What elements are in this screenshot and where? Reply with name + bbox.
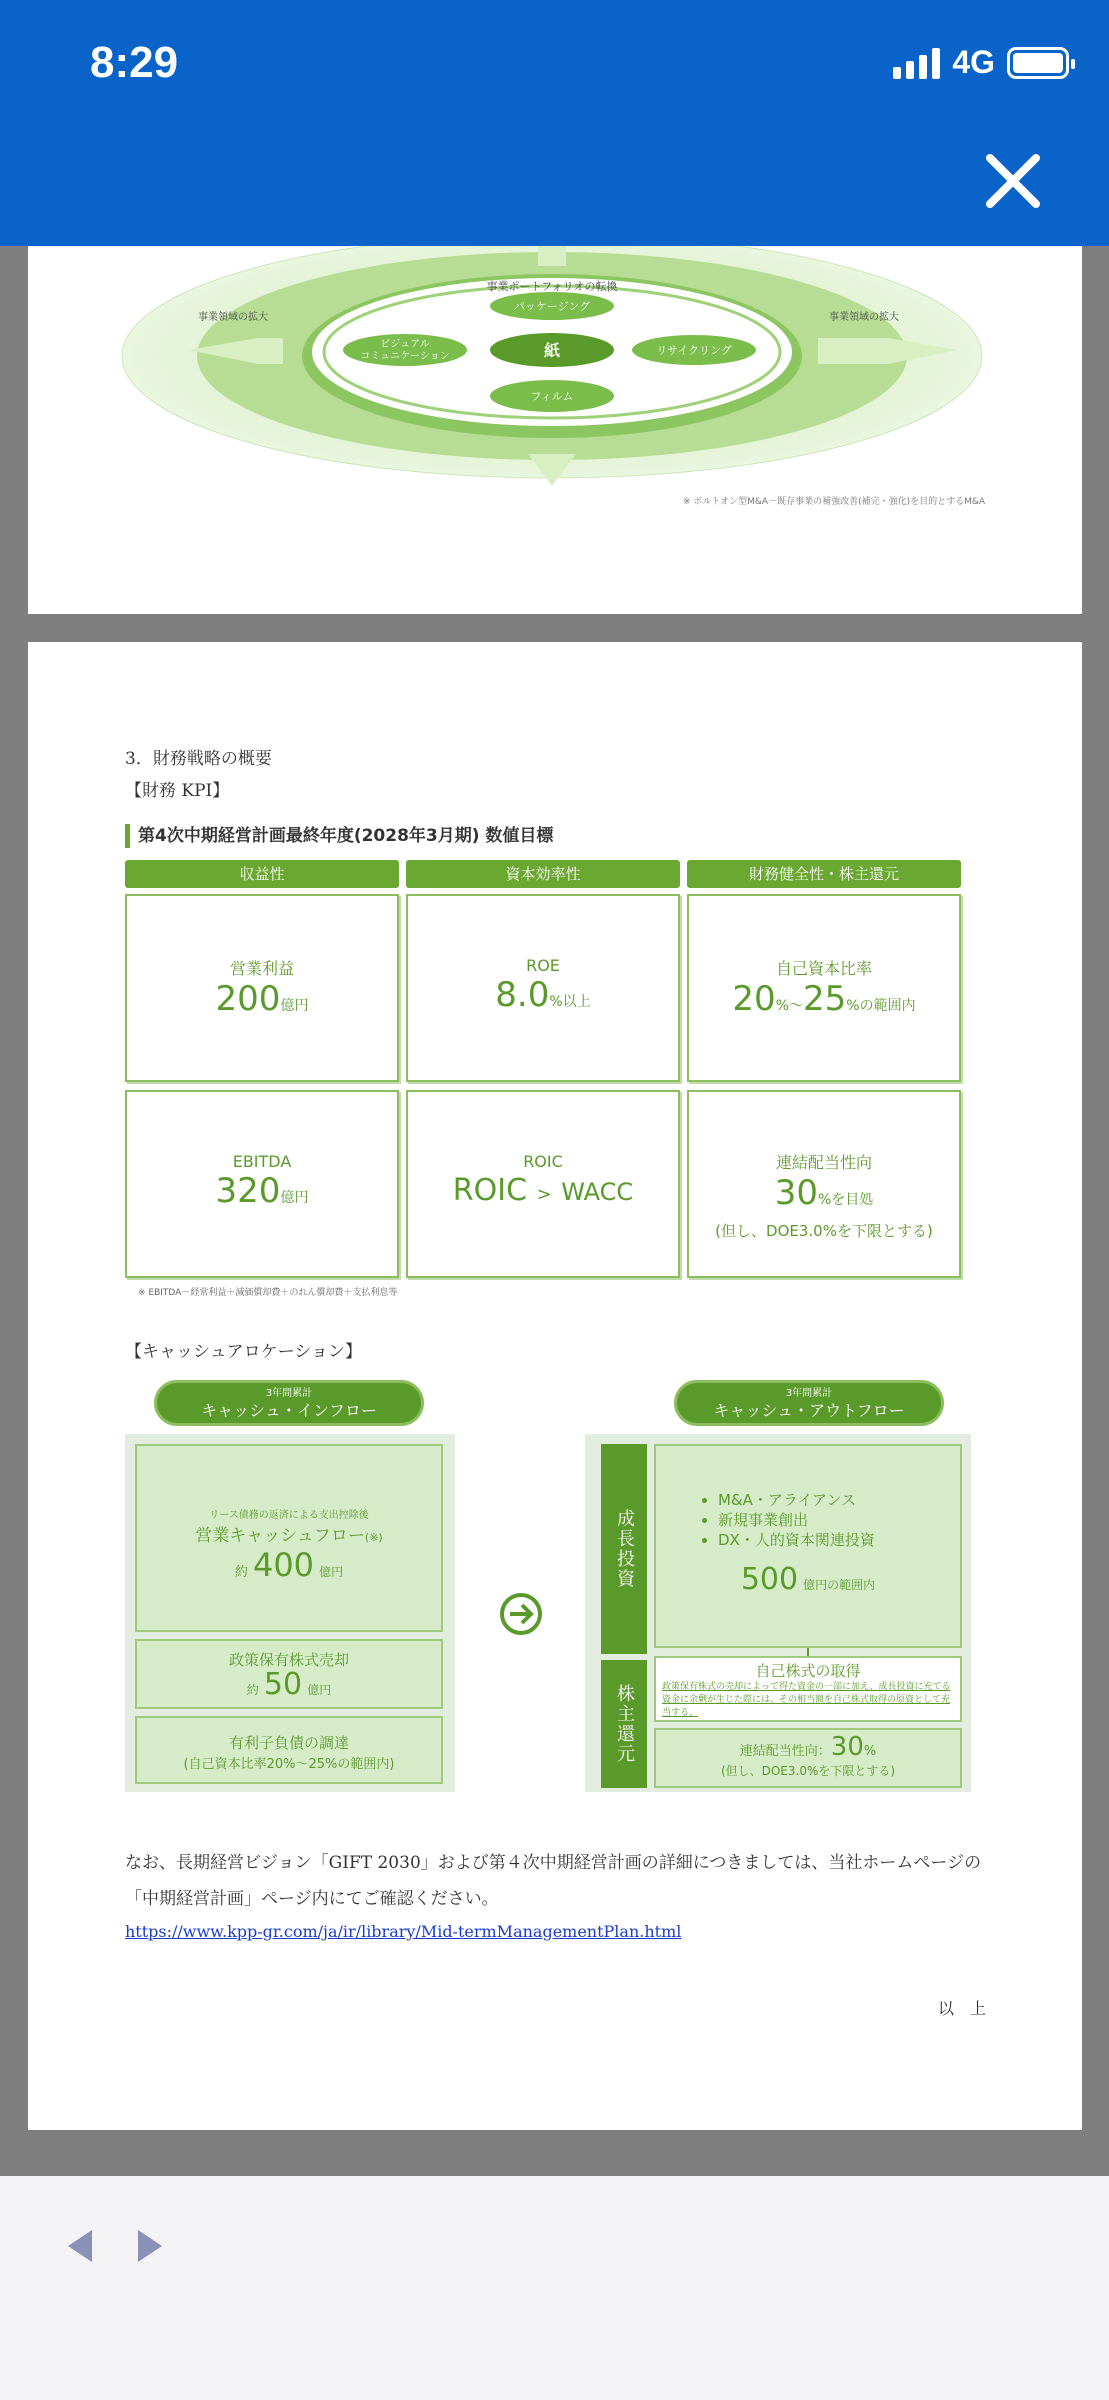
diagram-right-label: 事業領域の拡大	[829, 312, 899, 323]
kpi-value: 20	[732, 979, 776, 1019]
growth-item: • DX・人的資本関連投資	[718, 1530, 960, 1550]
forward-arrow-icon[interactable]	[128, 2226, 168, 2266]
kpi-header-financial-health: 財務健全性・株主還元	[687, 860, 961, 888]
kpi-footnote: ※ EBITDA－経常利益＋減価償却費＋のれん償却費＋支払利息等	[138, 1288, 398, 1298]
growth-value: 500	[740, 1562, 799, 1597]
inflow-pill-main: キャッシュ・インフロー	[201, 1401, 377, 1420]
close-icon[interactable]	[980, 148, 1046, 214]
payout-unit: %	[863, 1744, 877, 1759]
kpi-label-text: EBITDA	[232, 1152, 292, 1171]
kpi-unit: 億円	[280, 998, 309, 1014]
kpi-label-text: ROE	[526, 956, 560, 975]
inflow-mark: (※)	[364, 1531, 383, 1544]
arrow-circle-right-icon	[498, 1591, 544, 1637]
closing-paragraph: なお、長期経営ビジョン「GIFT 2030」および第４次中期経営計画の詳細につきましては、当社ホームページの「中期経営計画」ページ内にてご確認ください。	[125, 1853, 982, 1909]
outflow-pill-main: キャッシュ・アウトフロー	[713, 1401, 905, 1420]
inflow-debt	[135, 1716, 443, 1784]
diagram-center: 紙	[543, 341, 561, 360]
kpi-value: ROIC	[452, 1173, 528, 1208]
battery-icon	[1007, 47, 1069, 79]
inflow-policy-shares	[135, 1639, 443, 1709]
kpi-value: 200	[215, 979, 281, 1019]
diagram-top-item: パッケージング	[513, 300, 591, 313]
inflow-prefix: 約	[246, 1683, 259, 1697]
closing-mark: 以 上	[938, 1999, 987, 2018]
bottom-toolbar	[0, 2176, 1109, 2400]
inflow-unit: 億円	[319, 1565, 344, 1579]
document-page-2	[28, 642, 1082, 2130]
kpi-dividend-payout	[687, 1090, 961, 1278]
buyback-title: 自己株式の取得	[755, 1662, 861, 1680]
kpi-label-text: 自己資本比率	[775, 959, 872, 978]
kpi-header-profitability: 収益性	[125, 860, 399, 888]
inflow-pill	[154, 1380, 424, 1426]
diagram-bottom-item: フィルム	[530, 390, 574, 403]
inflow-pill-small: 3年間累計	[265, 1388, 313, 1399]
kpi-operating-profit	[125, 894, 399, 1082]
payout-label: 連結配当性向：	[739, 1744, 831, 1759]
network-type: 4G	[952, 44, 995, 80]
shareholder-return-label: 株主還元	[601, 1660, 647, 1788]
kpi-title: 第4次中期経営計画最終年度(2028年3月期) 数値目標	[125, 824, 553, 848]
inflow-label: 営業キャッシュフロー	[195, 1526, 365, 1546]
diagram-right-item: リサイクリング	[656, 344, 732, 357]
kpi-unit: %以上	[549, 994, 591, 1010]
diagram-top-label: 事業ポートフォリオの転換	[486, 280, 618, 293]
growth-investment-label: 成長投資	[601, 1444, 647, 1654]
outflow-pill-small: 3年間累計	[785, 1388, 833, 1399]
kpi-roic	[406, 1090, 680, 1278]
inflow-label: 政策保有株式売却	[228, 1651, 349, 1669]
kpi-value: 25	[803, 979, 847, 1019]
diagram-left-item-line2: コミュニケーション	[360, 351, 450, 362]
kpi-unit: 億円	[280, 1190, 309, 1206]
growth-item: • M&A・アライアンス	[718, 1490, 960, 1510]
kpi-label-text: ROIC	[523, 1152, 563, 1171]
signal-icon	[893, 47, 940, 79]
outflow-pill	[674, 1380, 944, 1426]
diagram-footnote: ※ ボルトオン型M&A－既存事業の補強改善(補完・強化)を目的とするM&A	[683, 497, 986, 507]
status-time: 8:29	[90, 38, 179, 87]
back-arrow-icon[interactable]	[62, 2226, 102, 2266]
diagram-left-label: 事業領域の拡大	[198, 312, 268, 323]
payout-value: 30	[830, 1732, 864, 1762]
kpi-value: 8.0	[495, 975, 550, 1015]
kpi-header-capital-efficiency: 資本効率性	[406, 860, 680, 888]
top-bar	[0, 0, 1109, 246]
kpi-gt: >	[536, 1184, 552, 1205]
kpi-unit: WACC	[561, 1178, 634, 1206]
kpi-label-text: 連結配当性向	[775, 1153, 872, 1172]
inflow-sub: (自己資本比率20%～25%の範囲内)	[183, 1757, 395, 1772]
inflow-label: 有利子負債の調達	[228, 1734, 349, 1752]
inflow-small-note: リース債務の返済による支出控除後	[209, 1510, 369, 1521]
payout-note: (但し、DOE3.0%を下限とする)	[720, 1764, 896, 1778]
kpi-subnote: (但し、DOE3.0%を下限とする)	[715, 1222, 933, 1240]
document-page-1	[28, 246, 1082, 614]
portfolio-diagram	[28, 246, 1082, 526]
growth-item: • 新規事業創出	[718, 1510, 960, 1530]
inflow-operating-cf	[135, 1444, 443, 1632]
outflow-growth	[654, 1444, 962, 1648]
kpi-label: 【財務 KPI】	[125, 781, 230, 801]
section-heading: 3．財務戦略の概要	[125, 749, 272, 769]
kpi-unit: %の範囲内	[846, 998, 916, 1014]
kpi-unit: %を目処	[817, 1192, 874, 1208]
kpi-equity-ratio	[687, 894, 961, 1082]
outflow-buyback	[654, 1656, 962, 1722]
cash-allocation-label: 【キャッシュアロケーション】	[125, 1342, 362, 1362]
inflow-value: 400	[252, 1546, 315, 1584]
status-indicators	[893, 44, 1069, 81]
kpi-unit: %～	[775, 998, 803, 1014]
diagram-left-item-line1: ビジュアル	[380, 339, 430, 350]
inflow-prefix: 約	[234, 1565, 248, 1580]
plan-link[interactable]: https://www.kpp-gr.com/ja/ir/library/Mid-termManagementPlan.html	[125, 1922, 682, 1941]
inflow-value: 50	[263, 1667, 303, 1702]
outflow-payout	[654, 1728, 962, 1788]
inflow-unit: 億円	[307, 1683, 332, 1697]
kpi-roe	[406, 894, 680, 1082]
kpi-value: 320	[215, 1171, 281, 1211]
kpi-value: 30	[774, 1173, 818, 1213]
kpi-ebitda	[125, 1090, 399, 1278]
kpi-label-text: 営業利益	[229, 959, 294, 978]
buyback-text: 政策保有株式の売却によって得た資金の一部に加え、成長投資に充てる資金に余剰が生じた際には、その相当額を自己株式取得の原資として充当する。	[662, 1682, 951, 1718]
growth-unit: 億円の範囲内	[803, 1578, 876, 1592]
